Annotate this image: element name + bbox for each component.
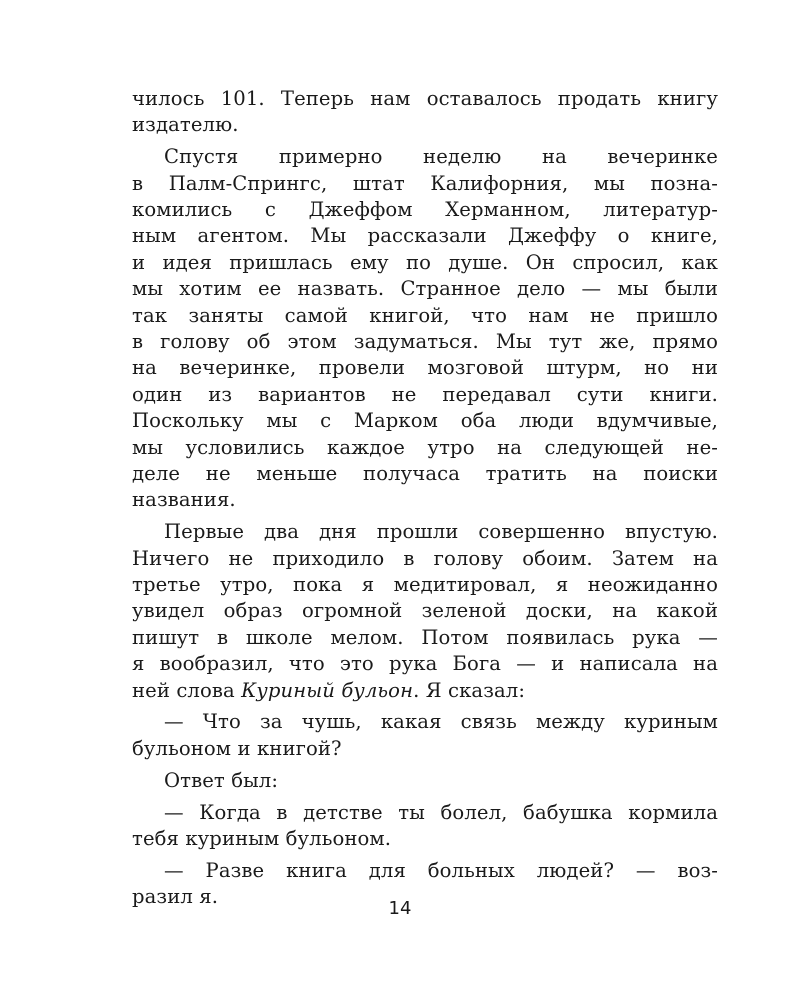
page-number: 14	[388, 898, 412, 919]
text-segment: ней слова	[132, 678, 242, 702]
text-line: третье утро, пока я медитировал, я неожиданно	[132, 573, 718, 597]
text-line: мы хотим ее назвать. Странное дело — мы были	[132, 277, 718, 301]
text-line: я вообразил, что это рука Бога — и написала на	[132, 652, 718, 676]
text-line: — Когда в детстве ты болел, бабушка кормила	[164, 800, 718, 824]
text-line: — Что за чушь, какая связь между куриным	[164, 710, 718, 734]
book-title-italic: Куриный бульон	[241, 678, 414, 702]
text-line: названия.	[132, 488, 236, 512]
text-line: ным агентом. Мы рассказали Джеффу о книге,	[132, 224, 718, 248]
text-line: на вечеринке, провели мозговой штурм, но ни	[132, 356, 718, 380]
text-line: мы условились каждое утро на следующей не-	[132, 435, 718, 459]
book-page-text	[132, 86, 718, 911]
text-segment: . Я сказал:	[413, 678, 526, 702]
text-line: чилось 101. Теперь нам оставалось продать книгу	[132, 87, 718, 110]
text-line: так заняты самой книгой, что нам не пришло	[132, 303, 718, 327]
text-line: разил я.	[132, 885, 219, 909]
text-line: тебя куриным бульоном.	[132, 827, 392, 851]
text-line: в Палм-Спрингс, штат Калифорния, мы позна-	[132, 171, 718, 195]
text-line: комились с Джеффом Херманном, литератур-	[132, 198, 718, 222]
text-line: деле не меньше получаса тратить на поиски	[132, 461, 718, 485]
text-line: и идея пришлась ему по душе. Он спросил, как	[132, 250, 718, 274]
text-line: Поскольку мы с Марком оба люди вдумчивые,	[132, 409, 718, 433]
text-line	[132, 678, 718, 704]
text-line: — Разве книга для больных людей? — воз-	[164, 858, 718, 882]
text-line: Спустя примерно неделю на вечеринке	[164, 145, 718, 169]
text-line: издателю.	[132, 113, 239, 137]
text-line: пишут в школе мелом. Потом появилась рука —	[132, 625, 718, 649]
text-line: бульоном и книгой?	[132, 736, 342, 760]
text-line: в голову об этом задуматься. Мы тут же, прямо	[132, 330, 718, 354]
text-line: Первые два дня прошли совершенно впустую.	[164, 520, 718, 544]
text-line: увидел образ огромной зеленой доски, на какой	[132, 599, 718, 623]
text-line: один из вариантов не передавал сути книги.	[132, 382, 718, 406]
text-line: Ничего не приходило в голову обоим. Затем на	[132, 546, 718, 570]
text-line: Ответ был:	[164, 768, 279, 792]
